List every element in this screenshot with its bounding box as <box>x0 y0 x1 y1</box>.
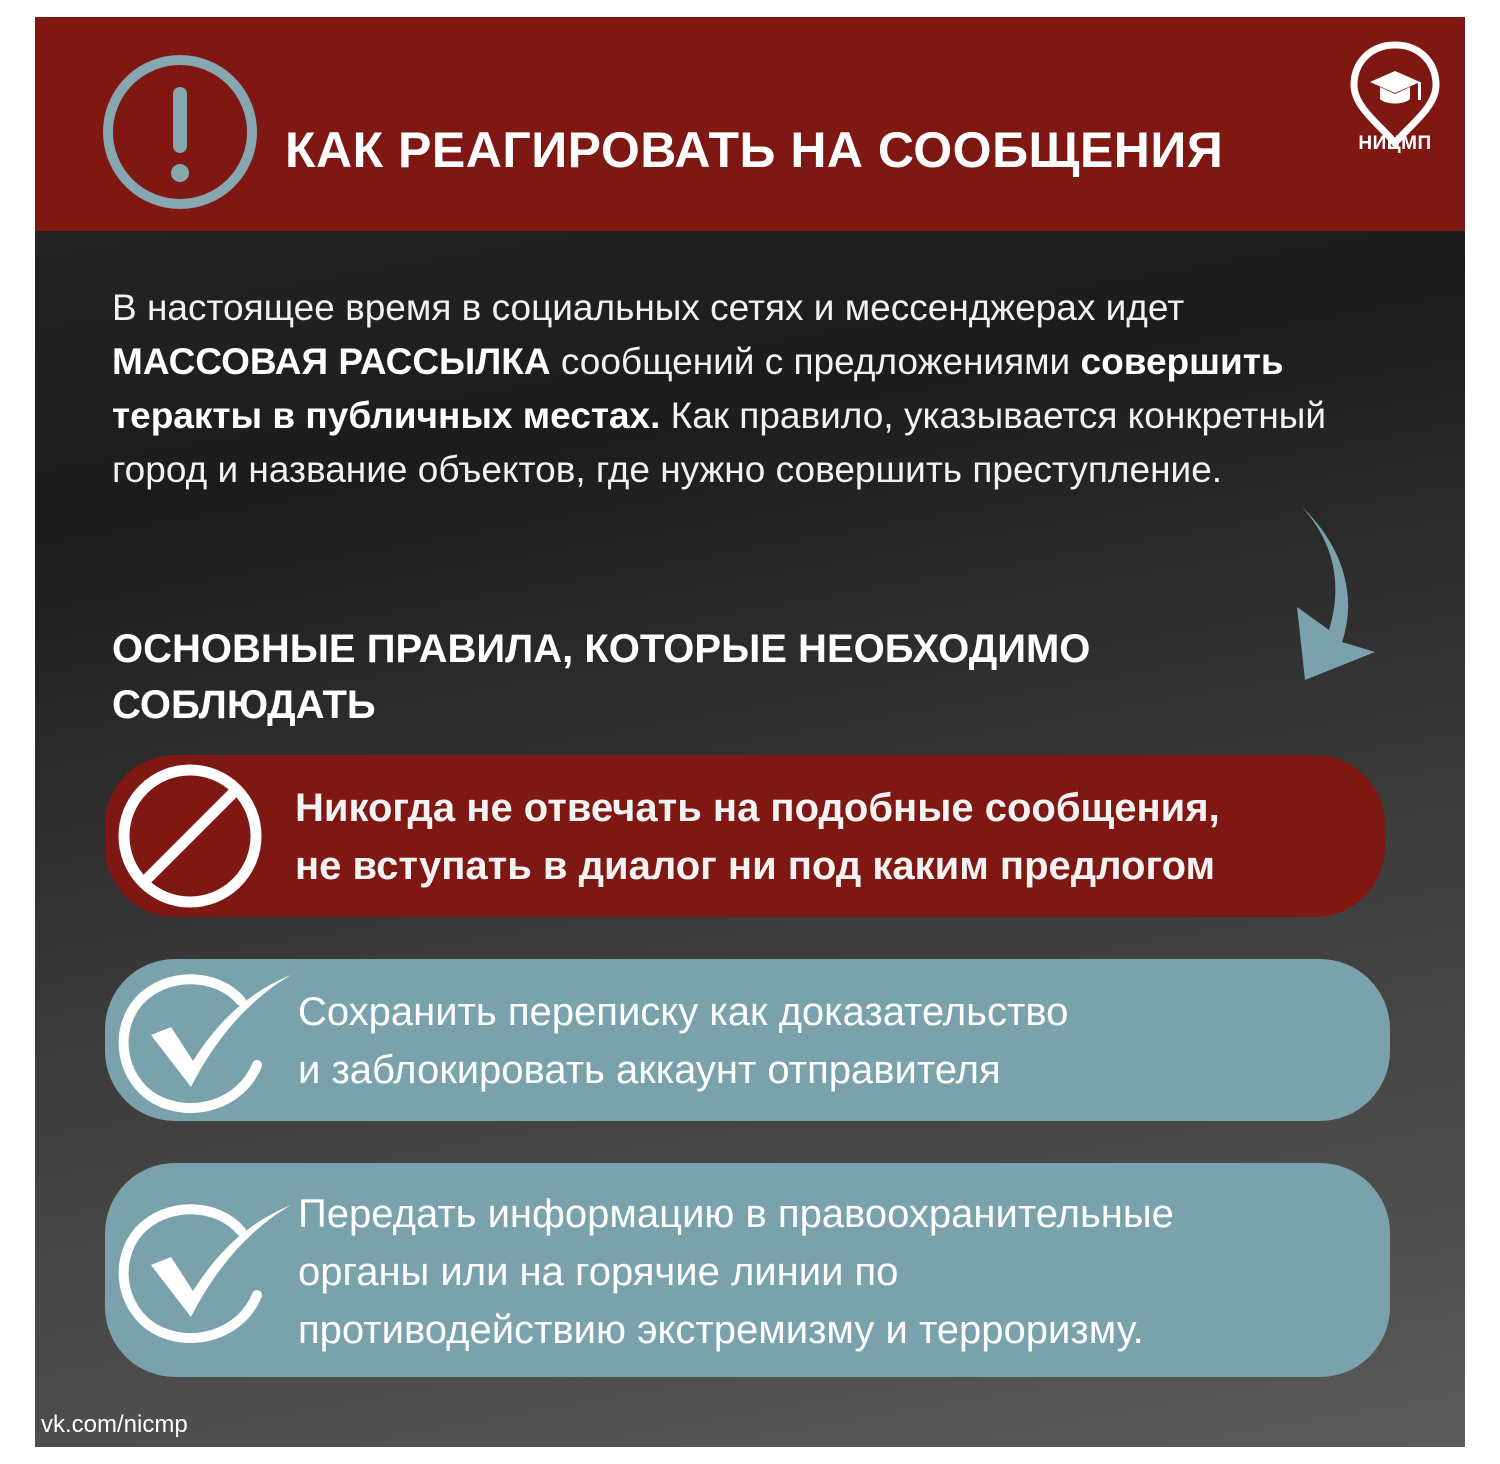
nicmp-logo-icon <box>1340 37 1450 177</box>
prohibited-icon <box>115 761 265 911</box>
intro-text-1: В настоящее время в социальных сетях и мессенджерах идет <box>112 287 1185 328</box>
rule-line: Никогда не отвечать на подобные сообщения, <box>295 786 1220 830</box>
logo-text: НИЦМП <box>1358 133 1432 154</box>
rule-line: противодействию экстремизму и терроризму. <box>298 1308 1144 1352</box>
checkmark-icon <box>113 1195 293 1345</box>
exclamation-circle-icon <box>100 52 260 212</box>
intro-bold-2: совершить теракты в публичных местах. <box>112 341 1284 436</box>
header-banner <box>35 17 1465 231</box>
rule-text <box>298 983 1068 1099</box>
rules-heading: ОСНОВНЫЕ ПРАВИЛА, КОТОРЫЕ НЕОБХОДИМО СОБЛЮДАТЬ <box>112 627 1091 727</box>
intro-paragraph <box>112 281 1372 497</box>
poster <box>35 17 1465 1447</box>
intro-text-3: Как правило, указывается конкретный город и название объектов, где нужно совершить преступление. <box>112 395 1327 490</box>
rule-line: и заблокировать аккаунт отправителя <box>298 1048 1001 1092</box>
rule-text <box>298 1185 1174 1359</box>
rule-card-save-and-block <box>105 959 1390 1121</box>
rule-card-report <box>105 1163 1390 1377</box>
curved-arrow-icon <box>1257 502 1377 682</box>
rule-line: Передать информацию в правоохранительные <box>298 1192 1174 1236</box>
intro-text-2: сообщений с предложениями <box>550 341 1081 382</box>
source-link[interactable]: vk.com/nicmp <box>41 1411 188 1438</box>
rule-line: не вступать в диалог ни под каким предлогом <box>295 844 1216 888</box>
rule-line: Сохранить переписку как доказательство <box>298 990 1069 1034</box>
rule-card-never-reply <box>105 755 1385 917</box>
rule-text <box>295 779 1220 895</box>
page-title: КАК РЕАГИРОВАТЬ НА СООБЩЕНИЯ <box>285 122 1224 178</box>
checkmark-icon <box>113 965 293 1115</box>
rule-line: органы или на горячие линии по <box>298 1250 899 1294</box>
intro-bold-1: МАССОВАЯ РАССЫЛКА <box>112 341 551 382</box>
